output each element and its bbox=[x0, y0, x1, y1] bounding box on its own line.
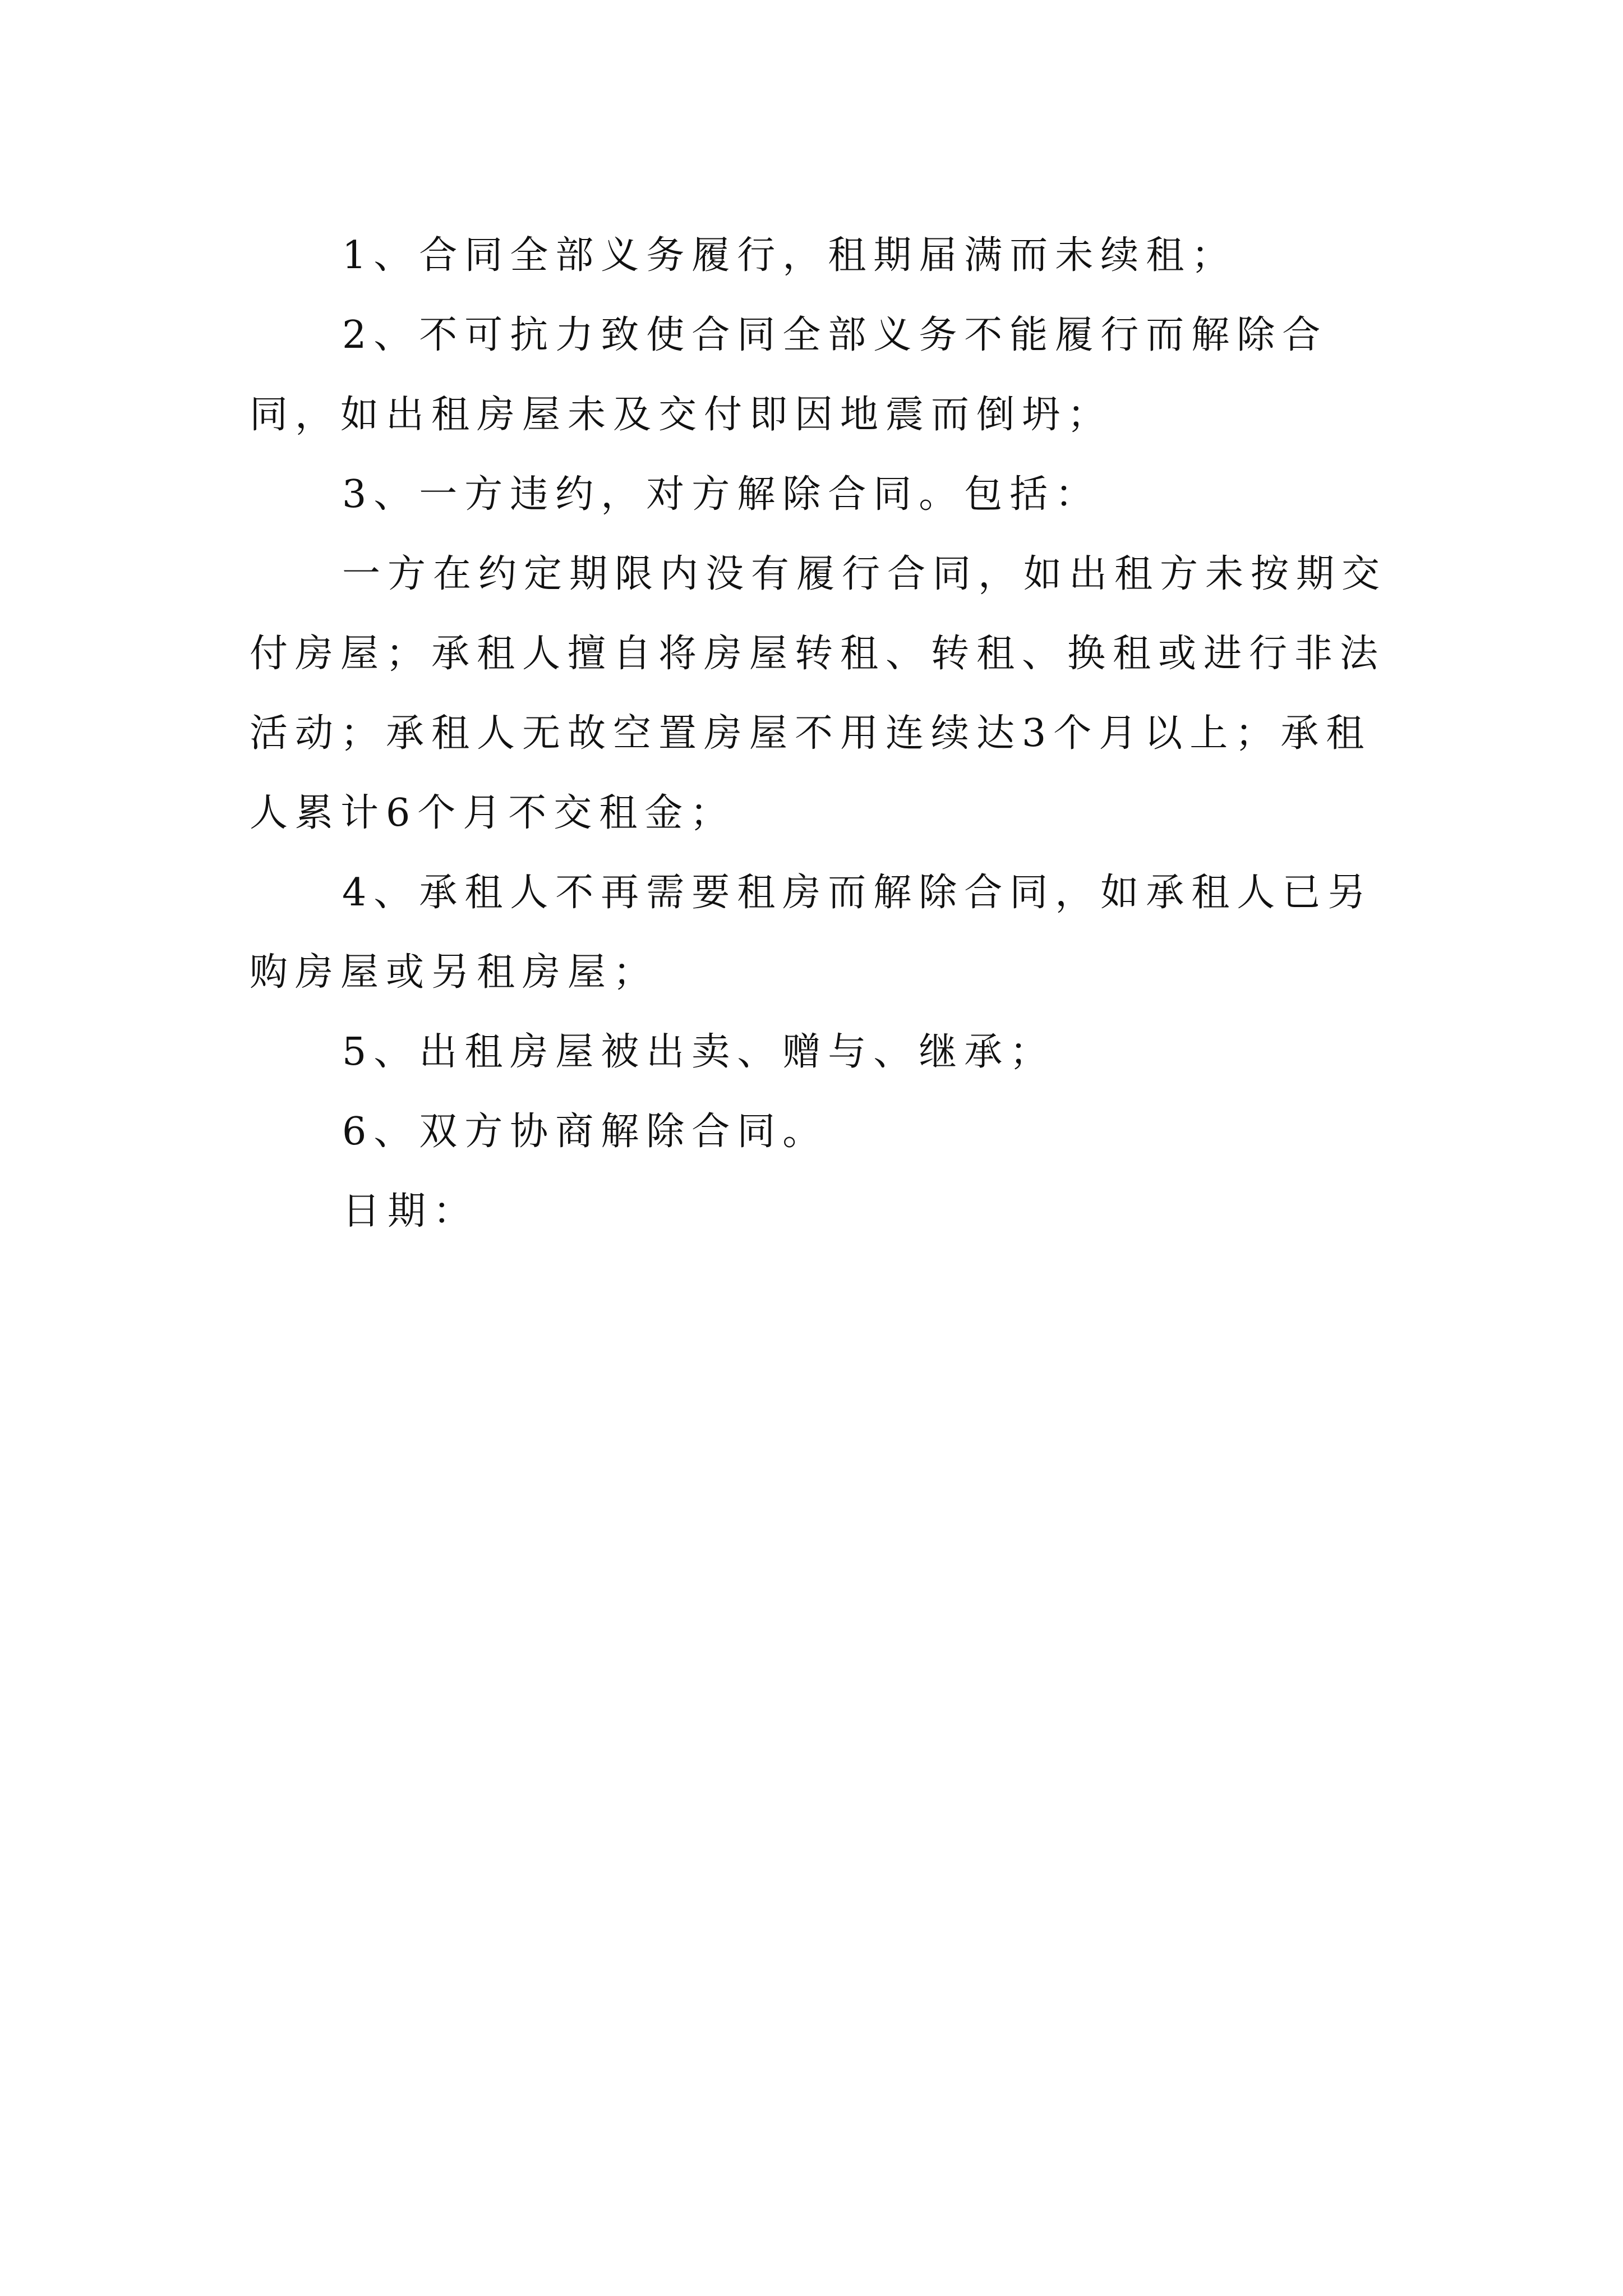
document-body bbox=[250, 216, 1394, 1251]
clause-3-details: 一方在约定期限内没有履行合同，如出租方未按期交付房屋；承租人擅自将房屋转租、转租、换租或进行非法活动；承租人无故空置房屋不用连续达3个月以上；承租人累计6个月不交租金； bbox=[250, 552, 1387, 835]
clause-3: 3、一方违约，对方解除合同。包括： bbox=[342, 472, 1101, 517]
clause-4: 4、承租人不再需要租房而解除合同，如承租人已另购房屋或另租房屋； bbox=[250, 871, 1373, 995]
clause-6: 6、双方协商解除合同。 bbox=[342, 1110, 828, 1154]
clause-2: 2、不可抗力致使合同全部义务不能履行而解除合同，如出租房屋未及交付即因地震而倒坍； bbox=[250, 313, 1328, 437]
clause-5: 5、出租房屋被出卖、赠与、继承； bbox=[342, 1030, 1055, 1074]
clause-1: 1、合同全部义务履行，租期届满而未续租； bbox=[342, 233, 1237, 278]
date-line: 日期： bbox=[342, 1189, 479, 1234]
